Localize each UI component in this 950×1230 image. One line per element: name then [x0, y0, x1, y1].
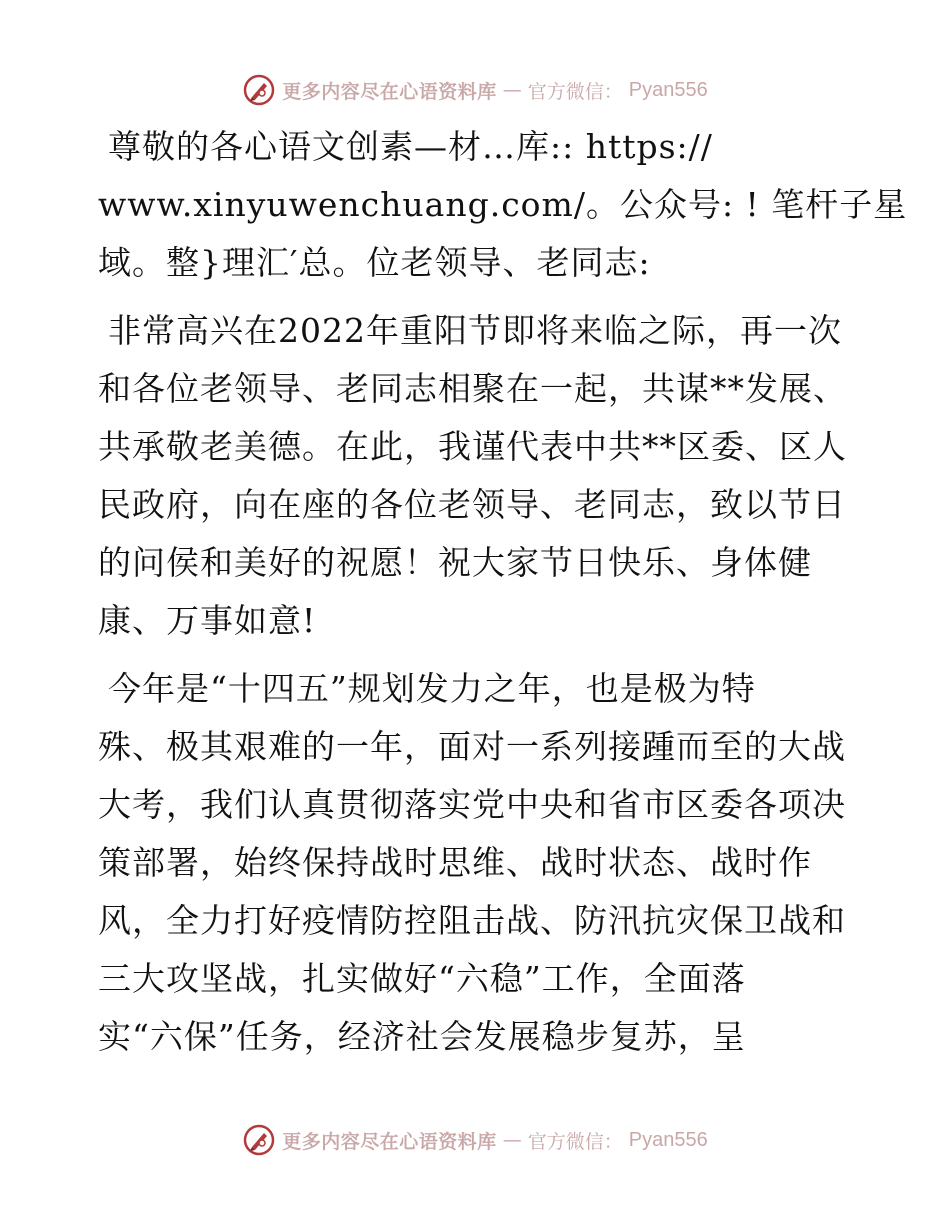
paragraph-year-review: [98, 660, 858, 1066]
text-line: 策部署，始终保持战时思维、战时状态、战时作: [98, 843, 812, 882]
text-line: 和各位老领导、老同志相聚在一起，共谋**发展、: [98, 369, 847, 408]
pen-logo-icon: [242, 1123, 276, 1157]
paragraph-greeting: [98, 118, 908, 292]
text-line: 实“六保”任务，经济社会发展稳步复苏，呈: [98, 1017, 746, 1056]
text-line: 非常高兴在2022年重阳节即将来临之际，再一次: [108, 311, 842, 350]
header-watermark: [0, 70, 950, 110]
watermark-wechat-id: Pyan556: [628, 1128, 708, 1151]
text-line: 风，全力打好疫情防控阻击战、防汛抗灾保卫战和: [98, 901, 846, 940]
text-line: 的问侯和美好的祝愿！祝大家节日快乐、身体健: [98, 543, 812, 582]
text-line: 尊敬的各心语文创素—材…库:: https://: [108, 127, 713, 166]
pen-logo-icon: [242, 73, 276, 107]
watermark-wechat-label: 官方微信：: [527, 1130, 623, 1153]
watermark-separator: —: [502, 79, 522, 101]
text-line: 大考，我们认真贯彻落实党中央和省市区委各项决: [98, 785, 846, 824]
watermark-site-text: 更多内容尽在心语资料库: [282, 80, 497, 103]
document-body: [98, 118, 908, 1076]
text-line: 康、万事如意!: [98, 601, 317, 640]
footer-watermark: [0, 1120, 950, 1160]
text-line: 三大攻坚战，扎实做好“六稳”工作，全面落: [98, 959, 746, 998]
text-line: 今年是“十四五”规划发力之年，也是极为特: [108, 669, 756, 708]
text-line: 民政府，向在座的各位老领导、老同志，致以节日: [98, 485, 846, 524]
watermark-wechat-label: 官方微信：: [527, 80, 623, 103]
text-line: 域。整}理汇′总。位老领导、老同志:: [98, 243, 651, 282]
watermark-wechat-id: Pyan556: [628, 78, 708, 101]
paragraph-festival-wishes: [98, 302, 858, 650]
text-line: 殊、极其艰难的一年，面对一系列接踵而至的大战: [98, 727, 846, 766]
watermark-separator: —: [502, 1129, 522, 1151]
watermark-site-text: 更多内容尽在心语资料库: [282, 1130, 497, 1153]
text-line: 共承敬老美德。在此，我谨代表中共**区委、区人: [98, 427, 847, 466]
text-line: www.xinyuwenchuang.com/。公众号: ! 笔杆子星: [98, 185, 908, 224]
